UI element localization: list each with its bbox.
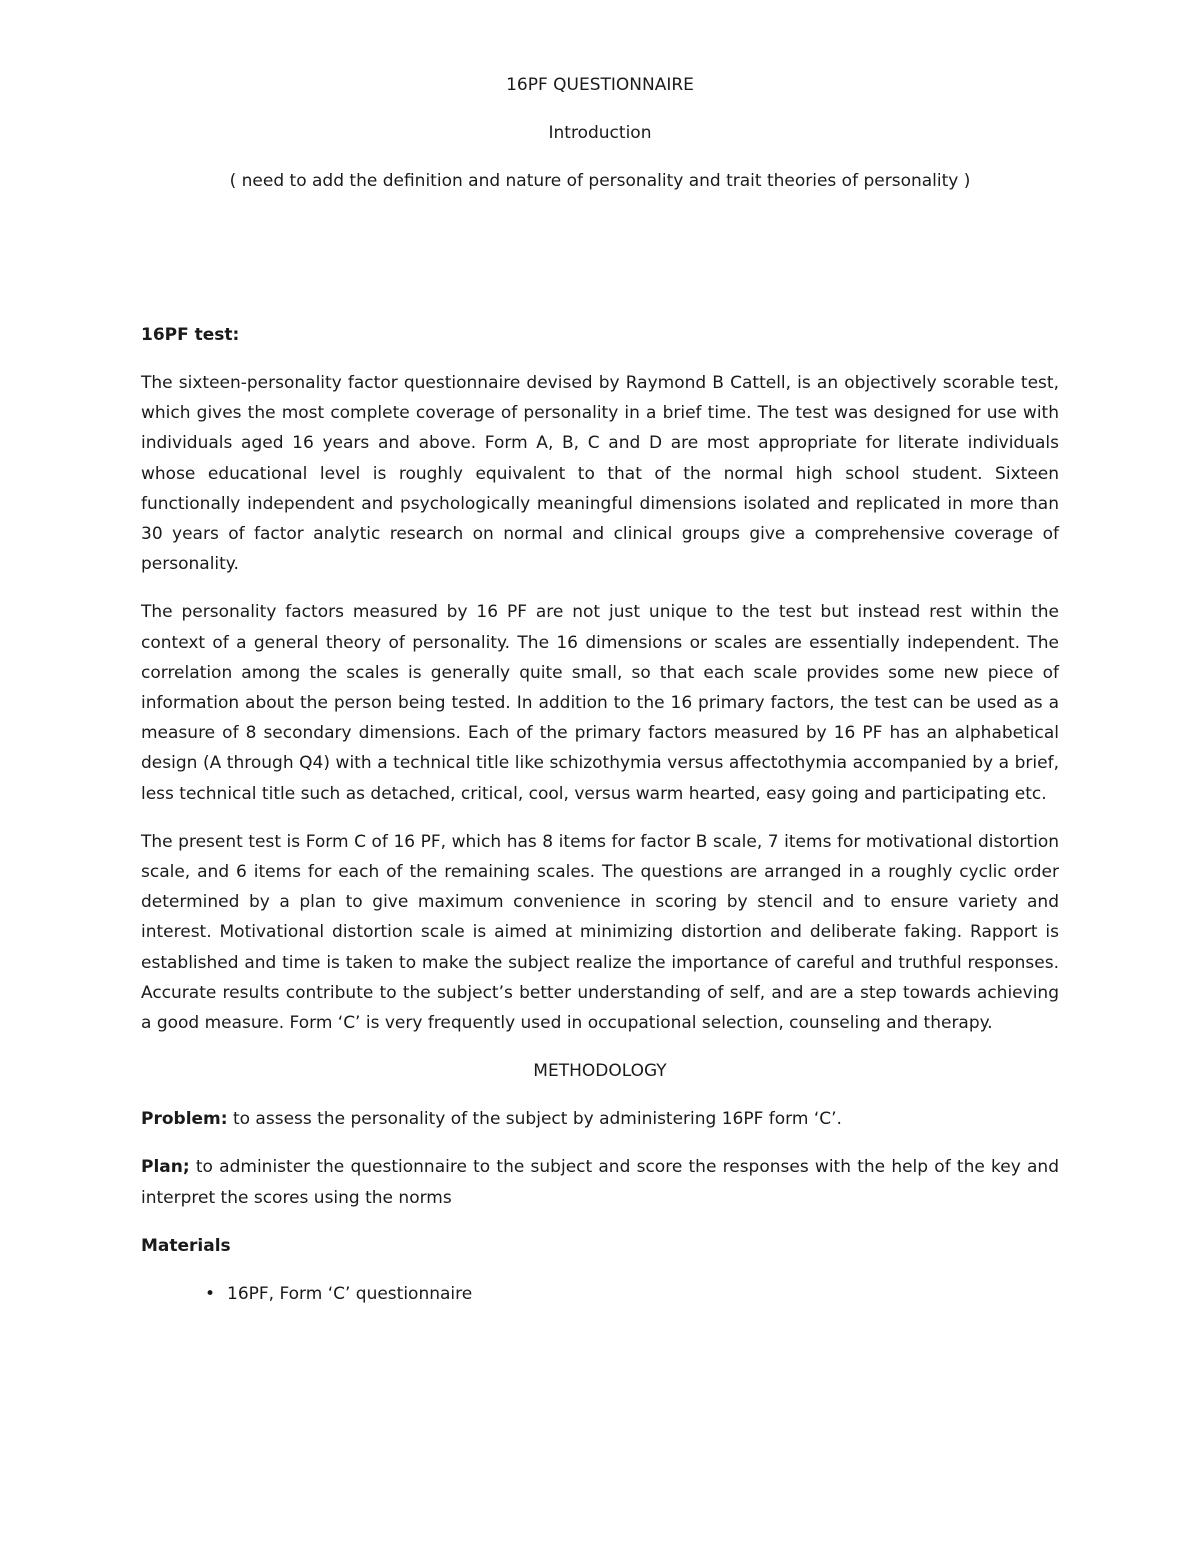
problem-text: to assess the personality of the subject by administering 16PF form ‘C’. — [227, 1109, 842, 1130]
document-page — [141, 70, 1059, 1309]
problem-statement — [141, 1104, 1059, 1134]
paragraph-1: The sixteen-personality factor questionnaire devised by Raymond B Cattell, is an objectively scorable test, which gives the most complete coverage of personality in a brief time. The test was designed for use with individuals aged 16 years and above. Form A, B, C and D are most appropriate for literate individuals whose educational level is roughly equivalent to that of the normal high school student. Sixteen functionally independent and psychologically meaningful dimensions isolated and replicated in more than 30 years of factor analytic research on normal and clinical groups give a comprehensive coverage of personality. — [141, 373, 1059, 575]
paragraph-3: The present test is Form C of 16 PF, which has 8 items for factor B scale, 7 items for motivational distortion scale, and 6 items for each of the remaining scales. The questions are arranged in a roughly cyclic order determined by a plan to give maximum convenience in scoring by stencil and to ensure variety and interest. Motivational distortion scale is aimed at minimizing distortion and deliberate faking. Rapport is established and time is taken to make the subject realize the importance of careful and truthful responses. Accurate results contribute to the subject’s better understanding of self, and are a step towards achieving a good measure. Form ‘C’ is very frequently used in occupational selection, counseling and therapy. — [141, 831, 1059, 1034]
materials-heading: Materials — [141, 1235, 231, 1256]
problem-label: Problem: — [141, 1109, 228, 1130]
plan-statement — [141, 1152, 1059, 1212]
list-item-text: 16PF, Form ‘C’ questionnaire — [227, 1283, 473, 1304]
section-heading-16pf-test: 16PF test: — [141, 325, 240, 345]
introduction-note: ( need to add the definition and nature of personality and trait theories of personality ) — [229, 171, 971, 191]
list-item — [205, 1279, 1059, 1309]
plan-label: Plan; — [141, 1157, 190, 1178]
bullet-icon: • — [205, 1283, 216, 1304]
paragraph-2: The personality factors measured by 16 PF are not just unique to the test but instead rest within the context of a general theory of personality. The 16 dimensions or scales are essentially independent. The correlation among the scales is generally quite small, so that each scale provides some new piece of information about the person being tested. In addition to the 16 primary factors, the test can be used as a measure of 8 secondary dimensions. Each of the primary factors measured by 16 PF has an alphabetical design (A through Q4) with a technical title like schizothymia versus affectothymia accompanied by a brief, less technical title such as detached, critical, cool, versus warm hearted, easy going and participating etc. — [141, 602, 1059, 804]
document-title: 16PF QUESTIONNAIRE — [506, 75, 694, 95]
introduction-heading: Introduction — [548, 123, 652, 143]
materials-list — [141, 1279, 1059, 1309]
methodology-heading: METHODOLOGY — [533, 1061, 667, 1082]
plan-text: to administer the questionnaire to the subject and score the responses with the help of the key and interpret the scores using the norms — [141, 1157, 1059, 1208]
